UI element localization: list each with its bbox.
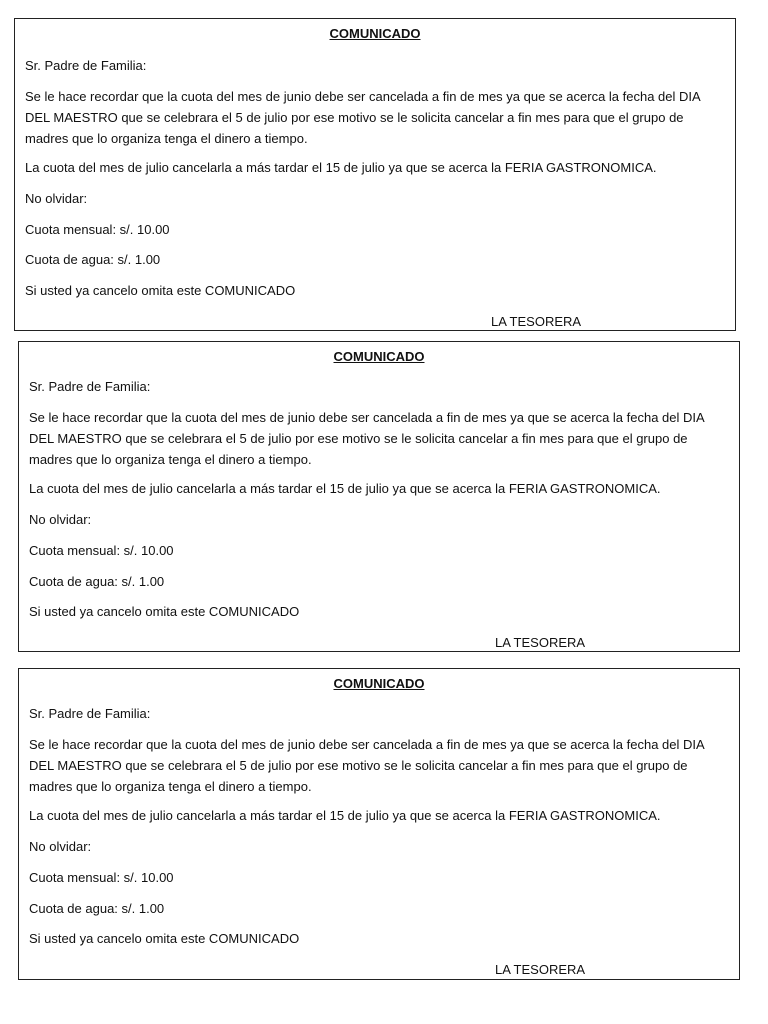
- water-fee: Cuota de agua: s/. 1.00: [25, 252, 161, 267]
- water-fee: Cuota de agua: s/. 1.00: [29, 574, 165, 589]
- signature: LA TESORERA: [491, 314, 582, 329]
- paragraph-june: Se le hace recordar que la cuota del mes de junio debe ser cancelada a fin de mes ya que se acerca la fecha del DIA DEL MAESTRO que se celebrara el 5 de julio por ese motivo se le solicita cancelar a fin mes para que el grupo de madres que lo organiza tenga el dinero a tiempo.: [29, 737, 704, 794]
- water-fee: Cuota de agua: s/. 1.00: [29, 901, 165, 916]
- notice-card-3: [18, 668, 740, 980]
- notice-card-2: [18, 341, 740, 652]
- monthly-fee: Cuota mensual: s/. 10.00: [25, 222, 170, 237]
- notice-card-1: [14, 18, 736, 331]
- notice-title: COMUNICADO: [333, 676, 425, 691]
- paragraph-july: La cuota del mes de julio cancelarla a más tardar el 15 de julio ya que se acerca la FERIA GASTRONOMICA.: [25, 160, 657, 175]
- paragraph-july: La cuota del mes de julio cancelarla a más tardar el 15 de julio ya que se acerca la FERIA GASTRONOMICA.: [29, 808, 661, 823]
- already-paid-note: Si usted ya cancelo omita este COMUNICADO: [25, 283, 296, 298]
- notice-title: COMUNICADO: [333, 349, 425, 364]
- greeting: Sr. Padre de Familia:: [29, 706, 151, 721]
- reminder-label: No olvidar:: [29, 512, 92, 527]
- greeting: Sr. Padre de Familia:: [29, 379, 151, 394]
- reminder-label: No olvidar:: [25, 191, 88, 206]
- monthly-fee: Cuota mensual: s/. 10.00: [29, 543, 174, 558]
- paragraph-july: La cuota del mes de julio cancelarla a más tardar el 15 de julio ya que se acerca la FERIA GASTRONOMICA.: [29, 481, 661, 496]
- monthly-fee: Cuota mensual: s/. 10.00: [29, 870, 174, 885]
- paragraph-june: Se le hace recordar que la cuota del mes de junio debe ser cancelada a fin de mes ya que se acerca la fecha del DIA DEL MAESTRO que se celebrara el 5 de julio por ese motivo se le solicita cancelar a fin mes para que el grupo de madres que lo organiza tenga el dinero a tiempo.: [25, 89, 700, 146]
- greeting: Sr. Padre de Familia:: [25, 58, 147, 73]
- signature: LA TESORERA: [495, 962, 586, 977]
- already-paid-note: Si usted ya cancelo omita este COMUNICADO: [29, 604, 300, 619]
- paragraph-june: Se le hace recordar que la cuota del mes de junio debe ser cancelada a fin de mes ya que se acerca la fecha del DIA DEL MAESTRO que se celebrara el 5 de julio por ese motivo se le solicita cancelar a fin mes para que el grupo de madres que lo organiza tenga el dinero a tiempo.: [29, 410, 704, 467]
- already-paid-note: Si usted ya cancelo omita este COMUNICADO: [29, 931, 300, 946]
- signature: LA TESORERA: [495, 635, 586, 650]
- reminder-label: No olvidar:: [29, 839, 92, 854]
- notice-title: COMUNICADO: [329, 26, 421, 41]
